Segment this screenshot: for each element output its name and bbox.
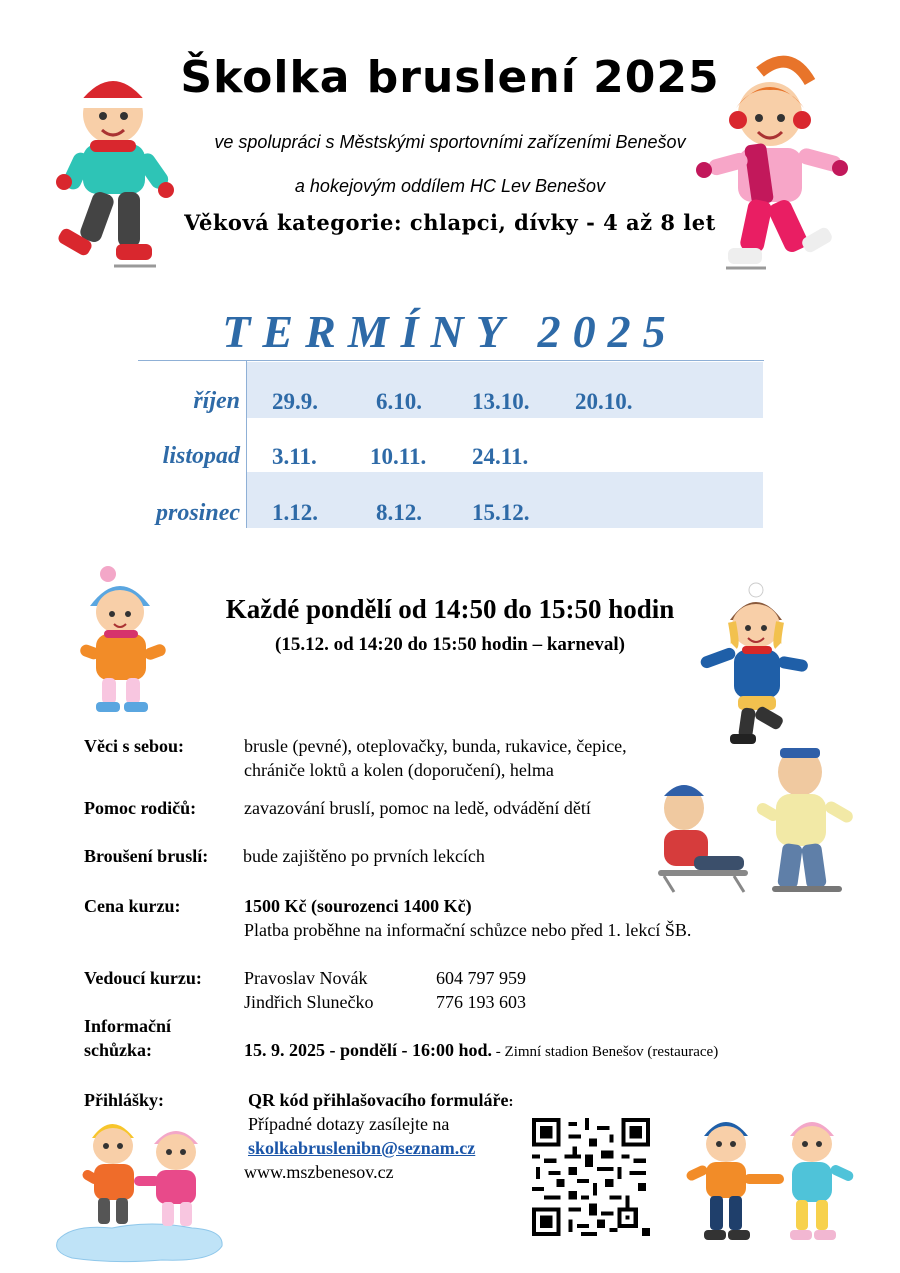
schedule-date: 13.10. (472, 389, 530, 414)
signup-label: Přihlášky: (84, 1090, 165, 1110)
website-text: www.mszbenesov.cz (244, 1162, 394, 1182)
qr-label-colon: : (508, 1094, 514, 1110)
email-link[interactable]: skolkabruslenibn@seznam.cz (248, 1138, 476, 1158)
schedule-month: říjen (193, 388, 240, 414)
leader-name: Jindřich Slunečko (244, 992, 374, 1012)
schedule-date: 6.10. (376, 389, 422, 414)
meeting-date: 15. 9. 2025 - pondělí - 16:00 hod. (244, 1040, 493, 1060)
qr-code-image[interactable] (532, 1118, 650, 1236)
price-value: 1500 Kč (sourozenci 1400 Kč) (244, 896, 472, 916)
meeting-label-line2: schůzka: (84, 1040, 153, 1060)
items-value-line2: chrániče loktů a kolen (doporučení), helma (244, 760, 554, 780)
subtitle-hockey-club: a hokejovým oddílem HC Lev Benešov (294, 176, 606, 196)
schedule-date: 3.11. (272, 444, 317, 469)
cartoon-characters-illustration (654, 746, 864, 906)
kids-on-ice-illustration (52, 1112, 228, 1268)
help-label: Pomoc rodičů: (84, 798, 197, 818)
items-value-line1: brusle (pevné), oteplovačky, bunda, rukavice, čepice, (244, 736, 627, 756)
page-title: Školka bruslení 2025 (180, 52, 720, 103)
price-note: Platba proběhne na informační schůzce nebo před 1. lekcí ŠB. (244, 920, 692, 940)
schedule-top-rule (138, 360, 764, 361)
boy-skater-small-illustration (696, 582, 816, 750)
meeting-place: - Zimní stadion Benešov (restaurace) (492, 1044, 719, 1060)
schedule-date: 24.11. (472, 444, 529, 469)
schedule-date: 8.12. (376, 500, 422, 525)
boy-skater-illustration (48, 52, 178, 282)
questions-text: Případné dotazy zasílejte na (248, 1114, 450, 1134)
kids-holding-hands-illustration (686, 1110, 858, 1260)
schedule-date: 1.12. (272, 500, 318, 525)
leader-name: Pravoslav Novák (244, 968, 368, 988)
leader-phone: 776 193 603 (436, 992, 526, 1012)
sharpen-value: bude zajištěno po prvních lekcích (243, 846, 485, 866)
leaders-label: Vedoucí kurzu: (84, 968, 202, 988)
schedule-date: 20.10. (575, 389, 633, 414)
schedule-date: 15.12. (472, 500, 530, 525)
qr-label (248, 1090, 514, 1111)
girl-skater-illustration (690, 52, 850, 277)
price-label: Cena kurzu: (84, 896, 181, 916)
sharpen-label: Broušení bruslí: (84, 846, 209, 866)
weekly-time: Každé pondělí od 14:50 do 15:50 hodin (225, 594, 675, 624)
schedule-month: listopad (162, 443, 240, 469)
email-container (248, 1138, 475, 1159)
schedule-date: 10.11. (370, 444, 427, 469)
age-category: Věková kategorie: chlapci, dívky - 4 až 8 let (184, 210, 716, 235)
carnival-note: (15.12. od 14:20 do 15:50 hodin – karneval) (275, 634, 625, 655)
leader-phone: 604 797 959 (436, 968, 526, 988)
schedule-title: TERMÍNY 2025 (222, 306, 678, 357)
help-value: zavazování bruslí, pomoc na ledě, odvádění dětí (244, 798, 591, 818)
qr-label-text: QR kód přihlašovacího formuláře (248, 1090, 509, 1110)
schedule-date: 29.9. (272, 389, 318, 414)
subtitle-partnership: ve spolupráci s Městskými sportovními zařízeními Benešov (214, 132, 686, 152)
schedule-month: prosinec (156, 500, 240, 526)
meeting-value (244, 1040, 718, 1061)
meeting-label-line1: Informační (84, 1016, 171, 1036)
items-label: Věci s sebou: (84, 736, 184, 756)
